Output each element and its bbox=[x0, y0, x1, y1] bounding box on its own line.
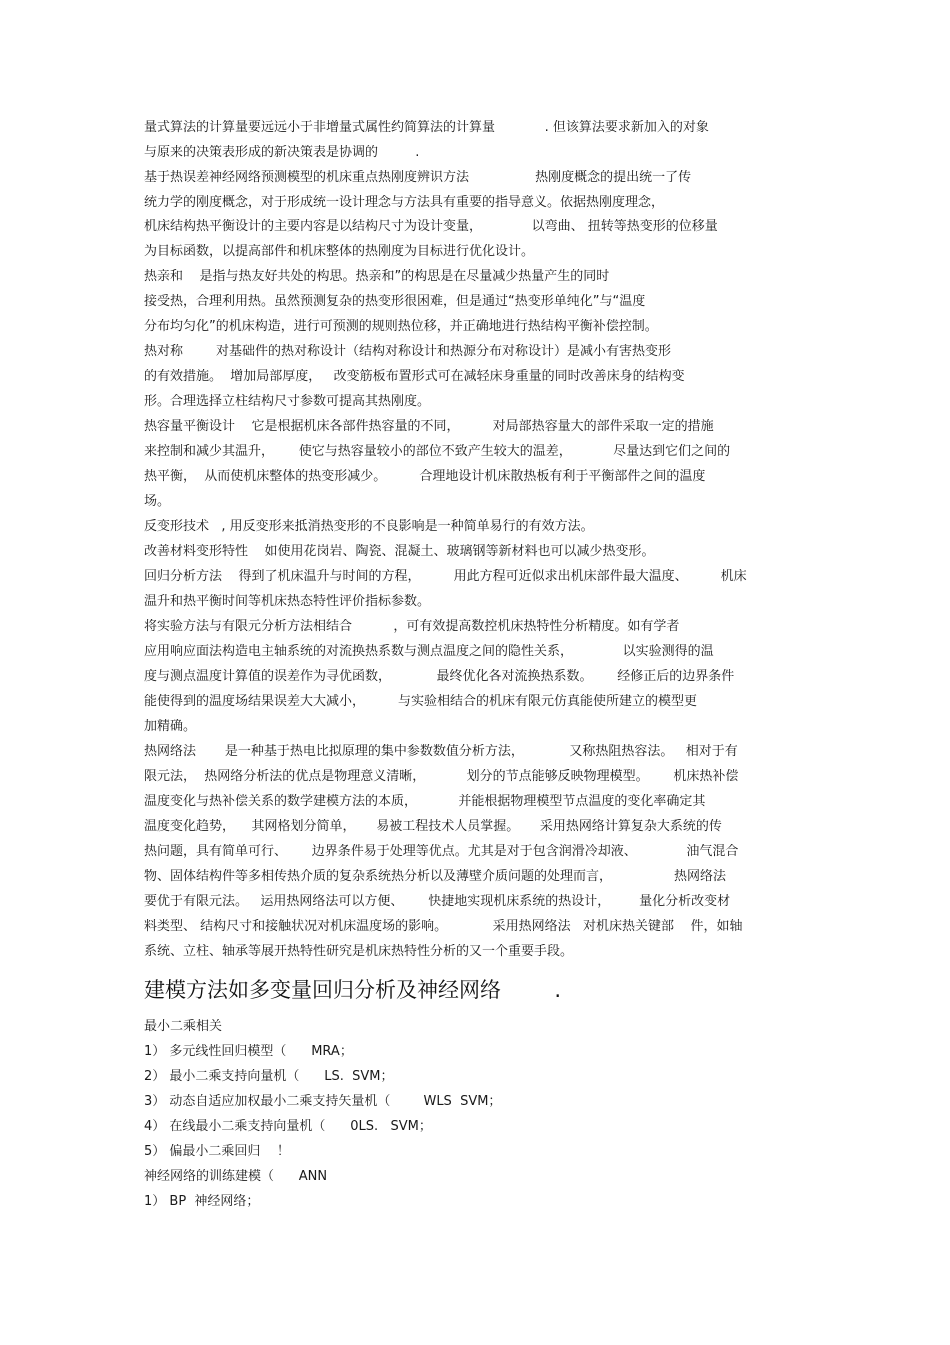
text-line: 温升和热平衡时间等机床热态特性评价指标参数。 bbox=[144, 594, 431, 609]
text-line: 改善材料变形特性 如使用花岗岩、陶瓷、混凝土、玻璃钢等新材料也可以减少热变形。 bbox=[144, 544, 655, 559]
text-line: 热对称 对基础件的热对称设计（结构对称设计和热源分布对称设计）是减小有害热变形 bbox=[144, 344, 672, 359]
list-line: 最小二乘相关 bbox=[144, 1019, 223, 1034]
text-line: 应用响应面法构造电主轴系统的对流换热系数与测点温度之间的隐性关系， 以实验测得的温 bbox=[144, 644, 714, 659]
list-line: 5） 偏最小二乘回归 ！ bbox=[144, 1144, 290, 1159]
list-line: 神经网络的训练建模（ ANN bbox=[144, 1169, 328, 1184]
list-line: 1） 多元线性回归模型（ MRA； bbox=[144, 1044, 353, 1059]
text-line: 接受热，合理利用热。虽然预测复杂的热变形很困难，但是通过“热变形单纯化”与“温度 bbox=[144, 294, 646, 309]
text-line: 为目标函数，以提高部件和机床整体的热刚度为目标进行优化设计。 bbox=[144, 244, 535, 259]
text-line: 温度变化趋势， 其网格划分简单， 易被工程技术人员掌握。 采用热网络计算复杂大系统的传 bbox=[144, 819, 722, 834]
text-line: 热问题，具有简单可行、 边界条件易于处理等优点。尤其是对于包含润滑冷却液、 油气混合 bbox=[144, 844, 739, 859]
text-line: 场。 bbox=[144, 494, 171, 509]
list-line: 3） 动态自适应加权最小二乘支持矢量机（ WLS SVM； bbox=[144, 1094, 502, 1109]
text-line: 系统、立柱、轴承等展开热特性研究是机床热特性分析的又一个重要手段。 bbox=[144, 944, 574, 959]
text-line: 基于热误差神经网络预测模型的机床重点热刚度辨识方法 热刚度概念的提出统一了传 bbox=[144, 170, 692, 185]
text-line: 来控制和减少其温升， 使它与热容量较小的部位不致产生较大的温差， 尽量达到它们之间的 bbox=[144, 444, 731, 459]
text-line: 料类型、 结构尺寸和接触状况对机床温度场的影响。 采用热网络法 对机床热关键部 件，如轴 bbox=[144, 919, 743, 934]
text-line: 度与测点温度计算值的误差作为寻优函数， 最终优化各对流换热系数。 经修正后的边界条件 bbox=[144, 669, 735, 684]
text-line: 热容量平衡设计 它是根据机床各部件热容量的不同， 对局部热容量大的部件采取一定的措施 bbox=[144, 419, 714, 434]
text-line: 形。合理选择立柱结构尺寸参数可提高其热刚度。 bbox=[144, 394, 431, 409]
text-line: 统力学的刚度概念，对于形成统一设计理念与方法具有重要的指导意义。依据热刚度理念， bbox=[144, 195, 665, 210]
text-line: 热亲和 是指与热友好共处的构思。热亲和”的构思是在尽量减少热量产生的同时 bbox=[144, 269, 610, 284]
text-line: 要优于有限元法。 运用热网络法可以方便、 快捷地实现机床系统的热设计， 量化分析改变材 bbox=[144, 894, 731, 909]
text-line: 加精确。 bbox=[144, 719, 197, 734]
section-heading: 建模方法如多变量回归分析及神经网络 . bbox=[144, 978, 562, 1002]
text-line: 温度变化与热补偿关系的数学建模方法的本质， 并能根据物理模型节点温度的变化率确定其 bbox=[144, 794, 706, 809]
text-line: 回归分析方法 得到了机床温升与时间的方程， 用此方程可近似求出机床部件最大温度、 机床 bbox=[144, 569, 747, 584]
text-line: 能使得到的温度场结果误差大大减小， 与实验相结合的机床有限元仿真能使所建立的模型更 bbox=[144, 694, 698, 709]
text-line: 的有效措施。 增加局部厚度， 改变筋板布置形式可在减轻床身重量的同时改善床身的结构变 bbox=[144, 369, 685, 384]
text-line: 与原来的决策表形成的新决策表是协调的 . bbox=[144, 145, 420, 160]
text-line: 机床结构热平衡设计的主要内容是以结构尺寸为设计变量， 以弯曲、 扭转等热变形的位移量 bbox=[144, 219, 718, 234]
text-line: 物、固体结构件等多相传热介质的复杂系统热分析以及薄壁介质问题的处理而言， 热网络法 bbox=[144, 869, 726, 884]
text-line: 将实验方法与有限元分析方法相结合 ，可有效提高数控机床热特性分析精度。如有学者 bbox=[144, 619, 680, 634]
text-line: 热网络法 是一种基于热电比拟原理的集中参数数值分析方法， 又称热阻热容法。 相对于有 bbox=[144, 744, 738, 759]
text-line: 反变形技术 , 用反变形来抵消热变形的不良影响是一种简单易行的有效方法。 bbox=[144, 519, 594, 534]
text-line: 分布均匀化”的机床构造，进行可预测的规则热位移，并正确地进行热结构平衡补偿控制。 bbox=[144, 319, 658, 334]
list-line: 4） 在线最小二乘支持向量机（ 0LS. SVM； bbox=[144, 1119, 432, 1134]
list-line: 1） BP 神经网络； bbox=[144, 1194, 260, 1209]
text-line: 量式算法的计算量要远远小于非增量式属性约简算法的计算量 . 但该算法要求新加入的对象 bbox=[144, 120, 709, 135]
text-line: 限元法， 热网络分析法的优点是物理意义清晰， 划分的节点能够反映物理模型。 机床热补偿 bbox=[144, 769, 739, 784]
list-line: 2） 最小二乘支持向量机（ LS. SVM； bbox=[144, 1069, 394, 1084]
text-line: 热平衡， 从而使机床整体的热变形减少。 合理地设计机床散热板有利于平衡部件之间的温度 bbox=[144, 469, 706, 484]
